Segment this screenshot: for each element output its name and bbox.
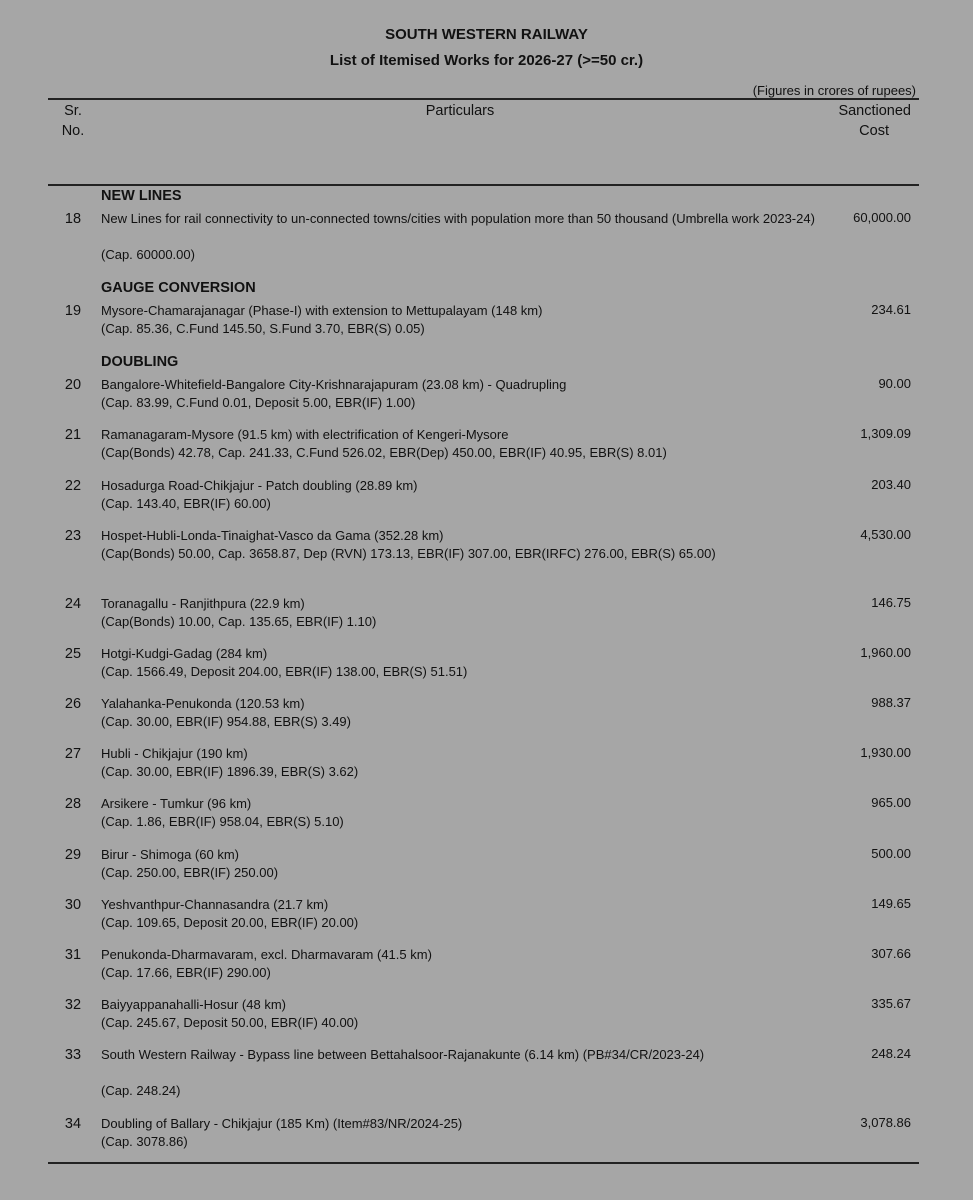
document-title: SOUTH WESTERN RAILWAY <box>385 26 588 43</box>
row-cost: 1,309.09 <box>860 426 911 441</box>
column-header-sanctioned-cost <box>800 101 911 141</box>
row-particulars: Yeshvanthpur-Channasandra (21.7 km) <box>101 897 329 912</box>
row-particulars: South Western Railway - Bypass line between Bettahalsoor-Rajanakunte (6.14 km) (PB#34/CR/2023-24) <box>101 1047 705 1062</box>
row-particulars: Birur - Shimoga (60 km) <box>101 847 239 862</box>
row-sr-no: 18 <box>64 211 82 227</box>
row-funding: (Cap. 245.67, Deposit 50.00, EBR(IF) 40.00) <box>101 1015 359 1030</box>
row-sr-no: 28 <box>64 796 82 812</box>
section-heading-gauge-conversion: GAUGE CONVERSION <box>101 280 256 296</box>
row-sr-no: 30 <box>64 897 82 913</box>
row-cost: 1,960.00 <box>860 645 911 660</box>
row-funding: (Cap. 83.99, C.Fund 0.01, Deposit 5.00, EBR(IF) 1.00) <box>101 395 416 410</box>
row-funding: (Cap. 1566.49, Deposit 204.00, EBR(IF) 138.00, EBR(S) 51.51) <box>101 664 468 679</box>
row-funding: (Cap(Bonds) 10.00, Cap. 135.65, EBR(IF) 1.10) <box>101 614 377 629</box>
header-bottom-rule <box>48 184 919 186</box>
table-bottom-rule <box>48 1162 919 1164</box>
row-funding: (Cap. 143.40, EBR(IF) 60.00) <box>101 496 271 511</box>
row-funding: (Cap. 3078.86) <box>101 1134 188 1149</box>
row-funding: (Cap. 248.24) <box>101 1083 181 1098</box>
row-sr-no: 26 <box>64 696 82 712</box>
row-particulars: Yalahanka-Penukonda (120.53 km) <box>101 696 305 711</box>
row-particulars: Arsikere - Tumkur (96 km) <box>101 796 252 811</box>
header-top-rule <box>48 98 919 100</box>
row-cost: 149.65 <box>871 896 911 911</box>
row-funding: (Cap. 17.66, EBR(IF) 290.00) <box>101 965 271 980</box>
row-sr-no: 33 <box>64 1047 82 1063</box>
row-funding: (Cap(Bonds) 50.00, Cap. 3658.87, Dep (RVN) 173.13, EBR(IF) 307.00, EBR(IRFC) 276.00, EBR(S) 65.00) <box>101 546 716 561</box>
section-heading-new-lines: NEW LINES <box>101 188 182 204</box>
row-funding: (Cap. 1.86, EBR(IF) 958.04, EBR(S) 5.10) <box>101 814 344 829</box>
row-particulars: Penukonda-Dharmavaram, excl. Dharmavaram (41.5 km) <box>101 947 432 962</box>
row-cost: 234.61 <box>871 302 911 317</box>
row-particulars: Baiyyappanahalli-Hosur (48 km) <box>101 997 286 1012</box>
row-particulars: Ramanagaram-Mysore (91.5 km) with electrification of Kengeri-Mysore <box>101 427 509 442</box>
section-heading-doubling: DOUBLING <box>101 354 179 370</box>
header-cost-line1: Sanctioned <box>838 103 911 119</box>
row-sr-no: 29 <box>64 847 82 863</box>
row-cost: 965.00 <box>871 795 911 810</box>
row-cost: 90.00 <box>878 376 911 391</box>
row-cost: 335.67 <box>871 996 911 1011</box>
row-cost: 203.40 <box>871 477 911 492</box>
row-sr-no: 27 <box>64 746 82 762</box>
row-funding: (Cap. 85.36, C.Fund 145.50, S.Fund 3.70, EBR(S) 0.05) <box>101 321 425 336</box>
row-funding: (Cap. 109.65, Deposit 20.00, EBR(IF) 20.00) <box>101 915 359 930</box>
row-funding: (Cap(Bonds) 42.78, Cap. 241.33, C.Fund 526.02, EBR(Dep) 450.00, EBR(IF) 40.95, EBR(S) 8.01) <box>101 445 667 460</box>
row-particulars: New Lines for rail connectivity to un-connected towns/cities with population more than 50 thousand (Umbrella work 2023-24) <box>101 211 815 226</box>
row-cost: 248.24 <box>871 1046 911 1061</box>
header-sr-line1: Sr. <box>64 103 82 119</box>
row-cost: 988.37 <box>871 695 911 710</box>
header-cost-line2: Cost <box>859 123 889 139</box>
row-cost: 1,930.00 <box>860 745 911 760</box>
row-particulars: Doubling of Ballary - Chikjajur (185 Km) (Item#83/NR/2024-25) <box>101 1116 463 1131</box>
row-cost: 4,530.00 <box>860 527 911 542</box>
row-sr-no: 20 <box>64 377 82 393</box>
row-cost: 3,078.86 <box>860 1115 911 1130</box>
row-sr-no: 22 <box>64 478 82 494</box>
row-sr-no: 32 <box>64 997 82 1013</box>
row-funding: (Cap. 30.00, EBR(IF) 954.88, EBR(S) 3.49) <box>101 714 351 729</box>
row-sr-no: 21 <box>64 427 82 443</box>
row-funding: (Cap. 60000.00) <box>101 247 195 262</box>
row-sr-no: 25 <box>64 646 82 662</box>
row-particulars: Bangalore-Whitefield-Bangalore City-Krishnarajapuram (23.08 km) - Quadrupling <box>101 377 567 392</box>
row-sr-no: 24 <box>64 596 82 612</box>
column-header-particulars: Particulars <box>425 103 495 119</box>
row-sr-no: 23 <box>64 528 82 544</box>
header-sr-line2: No. <box>61 123 85 139</box>
row-cost: 500.00 <box>871 846 911 861</box>
row-particulars: Mysore-Chamarajanagar (Phase-I) with extension to Mettupalayam (148 km) <box>101 303 543 318</box>
row-sr-no: 34 <box>64 1116 82 1132</box>
row-funding: (Cap. 250.00, EBR(IF) 250.00) <box>101 865 279 880</box>
units-note: (Figures in crores of rupees) <box>752 83 916 98</box>
row-sr-no: 31 <box>64 947 82 963</box>
row-particulars: Hospet-Hubli-Londa-Tinaighat-Vasco da Gama (352.28 km) <box>101 528 444 543</box>
row-sr-no: 19 <box>64 303 82 319</box>
document-subtitle: List of Itemised Works for 2026-27 (>=50 cr.) <box>329 52 644 69</box>
row-cost: 307.66 <box>871 946 911 961</box>
row-cost: 60,000.00 <box>853 210 911 225</box>
column-header-sr-no <box>48 101 98 141</box>
row-particulars: Hotgi-Kudgi-Gadag (284 km) <box>101 646 268 661</box>
row-particulars: Toranagallu - Ranjithpura (22.9 km) <box>101 596 305 611</box>
row-cost: 146.75 <box>871 595 911 610</box>
row-funding: (Cap. 30.00, EBR(IF) 1896.39, EBR(S) 3.62) <box>101 764 359 779</box>
row-particulars: Hubli - Chikjajur (190 km) <box>101 746 248 761</box>
row-particulars: Hosadurga Road-Chikjajur - Patch doubling (28.89 km) <box>101 478 418 493</box>
